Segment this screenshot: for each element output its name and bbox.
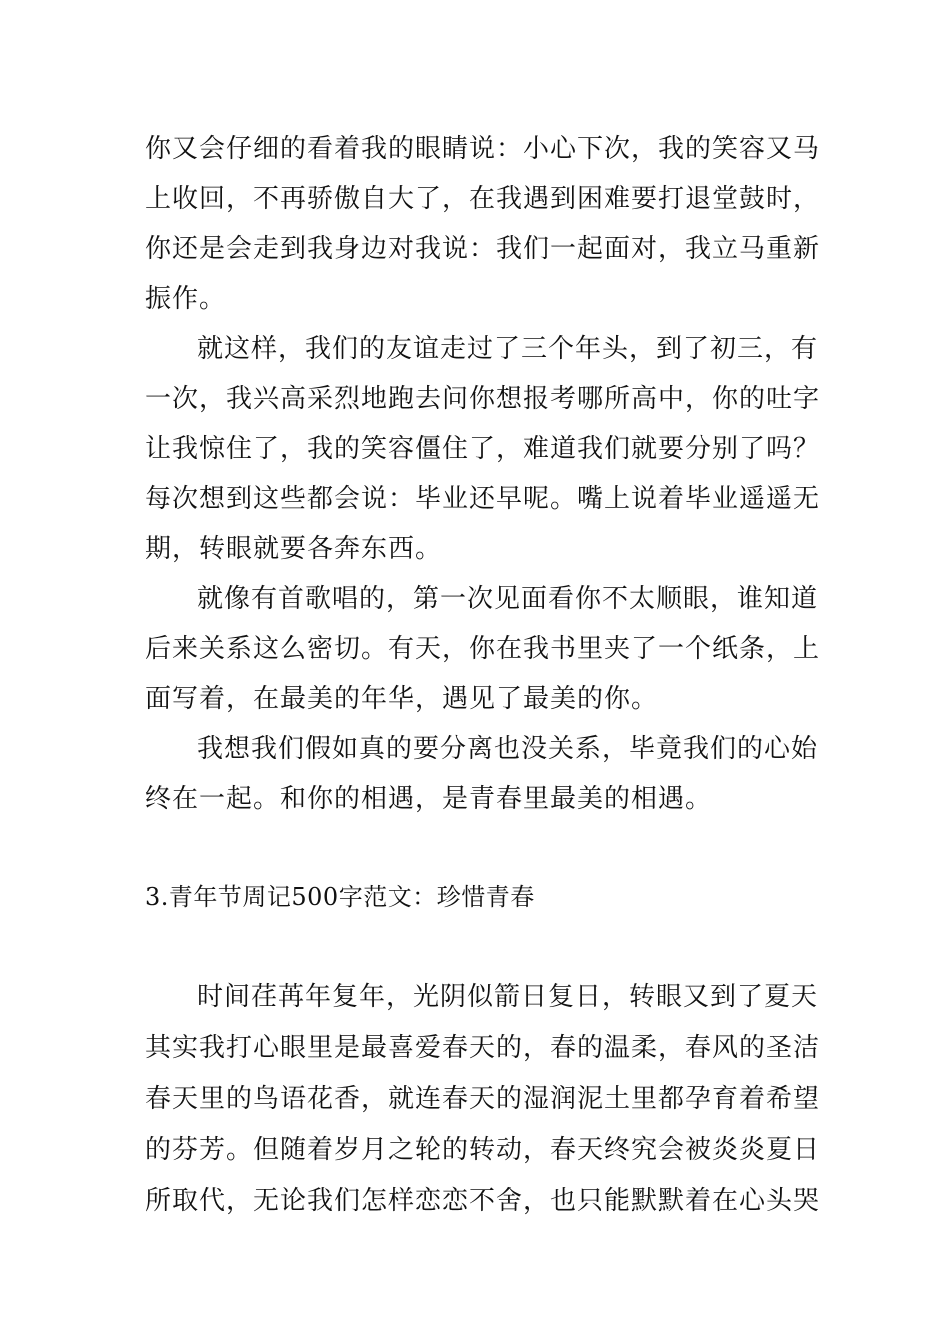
text-line: 你还是会走到我身边对我说：我们一起面对，我立马重新 [145,234,821,264]
text-line: 春天里的鸟语花香，就连春天的湿润泥土里都孕育着希望 [145,1084,821,1114]
section-heading: 3.青年节周记500字范文：珍惜青春 [145,883,535,911]
text-line: 一次，我兴高采烈地跑去问你想报考哪所高中，你的吐字 [145,384,821,414]
text-line: 让我惊住了，我的笑容僵住了，难道我们就要分别了吗？ [145,434,821,464]
paragraph-first-line: 就这样，我们的友谊走过了三个年头，到了初三，有 [197,334,819,364]
text-line: 上收回，不再骄傲自大了，在我遇到困难要打退堂鼓时， [145,184,821,214]
text-line: 每次想到这些都会说：毕业还早呢。嘴上说着毕业遥遥无 [145,484,821,514]
text-line: 的芬芳。但随着岁月之轮的转动，春天终究会被炎炎夏日 [145,1135,821,1165]
text-line: 终在一起。和你的相遇，是青春里最美的相遇。 [145,784,713,814]
paragraph-first-line: 就像有首歌唱的，第一次见面看你不太顺眼，谁知道 [197,584,819,614]
text-line: 后来关系这么密切。有天，你在我书里夹了一个纸条，上 [145,634,821,664]
text-line: 其实我打心眼里是最喜爱春天的，春的温柔，春风的圣洁 [145,1033,821,1063]
paragraph-first-line: 时间荏苒年复年，光阴似箭日复日，转眼又到了夏天 [197,982,819,1012]
text-line: 所取代，无论我们怎样恋恋不舍，也只能默默着在心头哭 [145,1186,821,1216]
text-line: 振作。 [145,284,227,314]
text-line: 面写着，在最美的年华，遇见了最美的你。 [145,684,659,714]
paragraph-first-line: 我想我们假如真的要分离也没关系，毕竟我们的心始 [197,734,819,764]
text-line: 期，转眼就要各奔东西。 [145,534,443,564]
text-line: 你又会仔细的看着我的眼睛说：小心下次，我的笑容又马 [145,134,821,164]
